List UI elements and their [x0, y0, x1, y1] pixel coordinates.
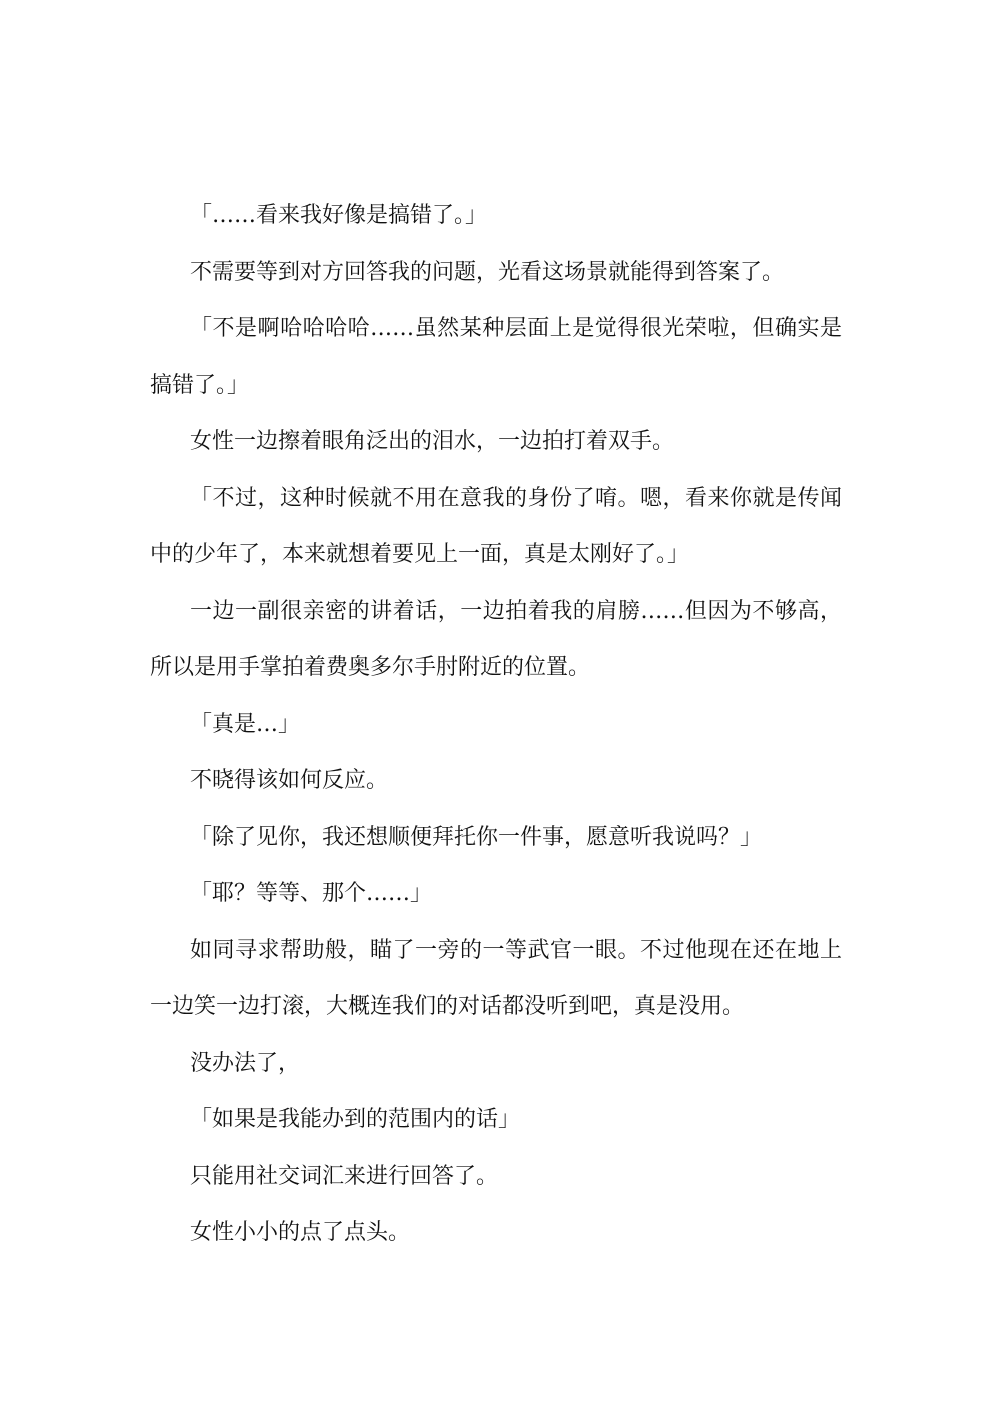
- paragraph-11: 如同寻求帮助般，瞄了一旁的一等武官一眼。不过他现在还在地上一边笑一边打滚，大概连我们的对话都没听到吧，真是没用。: [150, 937, 842, 1019]
- paragraph-10: 「耶？等等、那个……」: [190, 881, 433, 906]
- paragraph-14: 只能用社交词汇来进行回答了。: [190, 1163, 499, 1189]
- paragraph-9: 「除了见你，我还想顺便拜托你一件事，愿意听我说吗？」: [190, 824, 763, 850]
- paragraph-6: 一边一副很亲密的讲着话，一边拍着我的肩膀……但因为不够高，所以是用手掌拍着费奥多尔手肘附近的位置。: [150, 598, 842, 680]
- paragraph-3: 「不是啊哈哈哈哈……虽然某种层面上是觉得很光荣啦，但确实是搞错了。」: [150, 316, 842, 398]
- paragraph-13: 「如果是我能办到的范围内的话」: [190, 1107, 521, 1132]
- body-text: [150, 188, 842, 1262]
- paragraph-8: 不晓得该如何反应。: [190, 768, 389, 793]
- paragraph-12: 没办法了，: [190, 1050, 301, 1076]
- paragraph-15: 女性小小的点了点头。: [190, 1220, 411, 1245]
- paragraph-7: 「真是…」: [190, 711, 301, 737]
- paragraph-5: 「不过，这种时候就不用在意我的身份了唷。嗯，看来你就是传闻中的少年了，本来就想着要见上一面，真是太刚好了。」: [150, 485, 842, 567]
- paragraph-2: 不需要等到对方回答我的问题，光看这场景就能得到答案了。: [190, 259, 785, 285]
- paragraph-4: 女性一边擦着眼角泛出的泪水，一边拍打着双手。: [190, 429, 675, 454]
- paragraph-1: 「……看来我好像是搞错了。」: [190, 203, 488, 228]
